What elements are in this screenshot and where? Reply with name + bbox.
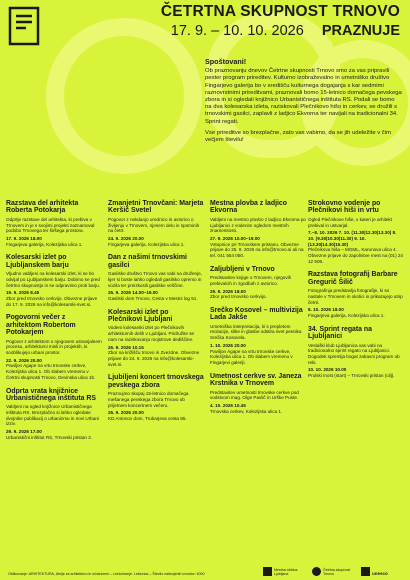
event-datetime: 29. 9. 2026 18.00 — [210, 288, 246, 294]
subtitle: PRAZNUJE — [321, 23, 400, 39]
event-location: Trnovska cerkev, Koleziјska ulica 1. — [210, 408, 283, 414]
event-datetime: 29. 9. 2026 17.00 — [6, 429, 42, 435]
event-column — [6, 200, 102, 448]
event-column — [308, 200, 404, 386]
event-item — [6, 314, 102, 380]
event-location: Fingarjeva galerija, Koleziјska ulica 1. — [6, 241, 83, 247]
event-title: Razstava del arhitekta Roberta Potokarja — [6, 200, 79, 215]
event-location: Urbanistični inštitut RS, Trnovski pristan 2. — [6, 434, 93, 440]
logo-label: unesco — [372, 571, 388, 576]
event-title: Zaljubljeni v Trnovo — [210, 265, 275, 273]
page-title: ČETRTNA SKUPNOST TRNOVO — [160, 3, 400, 20]
event-location: Prulski most (start) – Trnovski pristan (cilj). — [308, 373, 395, 379]
event-description: Pogovor z nekdanjo urednico in avtorico o življenju v Trnovem, njenem delu in spominih na četrt. — [108, 216, 200, 234]
event-location: Zbor pred trnovsko cerkvijo. — [210, 294, 267, 300]
event-description: Gasilsko društvo Trnovo vas vabi na druženje, kjer si boste lahko ogledali gasilsko opremo in vozila ter preizkusili gasilske veščine. — [108, 271, 202, 288]
event-description: Vljudno vabljeni na kolesarski izlet, ki se bo odvijal po Ljubljanskem barju. Dobimo se pred četrtno skupnostjo in se odpravimo proti barju. — [6, 271, 100, 288]
event-title: Odprta vrata knjižnice Urbanističnega inštituta RS — [6, 387, 96, 402]
event-location: Zbor na križišču trnovo in Zvezdne. Obvezne prijave do 24. 9. 2026 na info@kolesarski-svet.si. — [108, 350, 200, 367]
logo — [263, 567, 304, 576]
event-description: Predstavitev knjige o Trnovem, njegovih prebivalcih in zgodbah z avtorico. — [210, 275, 292, 286]
intro-paragraph: Ob praznovanju dnevov Četrtne skupnosti Trnovo smo za vas pripravili pester program prireditev. Kulturno izobraževalno in umetniško društvo Fingarjevo galerija bo v središču kulturnega dogajanja s kar sedmimi raznovrstnimi prireditvami, praznovali bomo 15-letnico domačega pevskega zbora in si ogledali knjižnico Urbanističnega inštituta RS. Podali se bomo na dva kolesarska izleta, raziskovali Plečnikovo hišo in cerkev, se družili s trnovskimi gasilci, zaplavli z ladjico Ekvorna ter navijali na tradicionalni 34. Sprint regati. — [205, 68, 402, 125]
event-description: Ogled Plečnikove hiše, v kateri je arhitekt prebival in ustvarjal. — [308, 216, 393, 228]
decorative-circle — [46, 18, 202, 174]
event-title: Kolesarski izlet po Plečnikovi Ljubljani — [108, 308, 173, 324]
city-logo-icon — [263, 567, 272, 576]
intro-paragraph: Vse prireditve so brezplačne, zato vas vabimo, da se jih udeležite v čim večjem številu! — [205, 129, 391, 144]
dates: 17. 9. – 10. 10. 2026 — [170, 23, 304, 39]
event-title: Razstava fotografij Barbare Gregurič Šilič — [308, 271, 398, 286]
event-location: Vstopnice pri Trnovskem pristanu. Obvezne prijave do 25. 9. 2026 na info@trnovo.si ali na tel. 041 554 050. — [210, 241, 304, 259]
event-location: Gasilski dom Trnovo, Cesta v Mestni log 51. — [108, 295, 198, 301]
event-datetime: 8. 10. 2026 18.00 — [308, 307, 344, 313]
event-item — [108, 200, 204, 247]
event-datetime: 22. 9. 2026 20.00 — [6, 357, 42, 363]
event-item — [308, 326, 404, 379]
event-datetime: 10. 10. 2026 10.00 — [308, 367, 347, 373]
event-description: Vodeni kolesarski izlet po Plečnikovih arhitekturnih delih v Ljubljani. Pridružite se nam na raziskovanju mojstrove dediščine. — [108, 325, 195, 342]
event-description: Predstavitev umetnosti trnovske cerkve pod vodstvom mag. Olge Pavlič in Urške Puste. — [210, 389, 299, 401]
event-description: Veslaški klub Ljubljanica vas vabi na tradicionalno sprint regato na Ljubljanici. Dogodek spremlja bogat zabavni program ob reki. — [308, 342, 400, 365]
district-logo-icon — [312, 567, 321, 576]
event-item — [6, 388, 102, 441]
event-column — [210, 200, 306, 421]
logo-label: Četrtna skupnost Trnovo — [323, 568, 351, 576]
event-title: Zmanjetni Trnovčani: Marjeta Keršič Svetel — [108, 200, 204, 215]
event-title: Ljubiljeni koncert trnovskega pevskega zbora — [108, 374, 204, 389]
event-item — [6, 254, 102, 307]
event-column — [108, 200, 204, 429]
event-datetime: 19. 9. 2026 8.45 — [6, 290, 40, 296]
event-item — [210, 373, 306, 415]
event-location: KD Antonov dom, Trubarjeva cesta 85. — [108, 416, 187, 422]
event-item — [210, 200, 306, 259]
footer-credits: Oblikovanje: ARHITEKTURA, Atelje za arhitekturo in urbanizem – Lektoriranje: Lektorica – Število natisnjenih izvodov: 4000 — [8, 571, 205, 576]
event-description: Vabljeni na ogled knjižnice Urbanističnega inštituta RS. Brezplačno si lahko ogledate dvojnike publikacij o urbanizmu in novi Urbani izziv. — [6, 404, 99, 427]
event-title: Umetnost cerkve sv. Janeza Krstnika v Trnovem — [210, 372, 302, 388]
event-item — [210, 307, 306, 366]
unesco-logo-icon — [361, 567, 370, 576]
event-description: Fotografinja predstavlja fotografije, ki so nastale v Trnovem in okolici in prikazujejo utrip četrti. — [308, 288, 403, 305]
event-datetime: 24. 9. 2026 20.00 — [108, 235, 144, 241]
event-location: Fingarjeva galerija, Koleziјska ulica 1. — [308, 313, 385, 319]
event-location: Pavilјon Agape na vrtu trnovske cerkve, Koleziјska ulica 1. Ob slabem vremenu v Fingarjevi galeriji. — [210, 348, 293, 365]
sponsor-logos — [263, 567, 402, 576]
event-item — [210, 266, 306, 300]
event-description: Odprtje razstave del arhitekta, ki prebiva v Trnovem in je s svojimi projekti zaznamoval podobo Trnovega ter širšega prostora. — [6, 216, 95, 234]
event-item — [308, 271, 404, 318]
event-location: Pavilјon Agape na vrtu trnovske cerkve, Koleziјska ulica 1. Ob slabem vremenu v Četrtni skupnosti Trnovo, Devinska ulica 1b. — [6, 363, 96, 380]
intro-heading: Spoštovani! — [205, 57, 247, 66]
event-title: Kolesarski izlet po Ljubljanskem barju — [6, 254, 69, 269]
event-title: Strokovno vodenje po Plečnikovi hiši in vrtu — [308, 200, 381, 215]
event-description: Umetniška interpretacija, ki s prepletom recitacije, slike in glasbe odstira svet pesnika Srečka Kosovela. — [210, 323, 302, 341]
event-location: Fingarjeva galerija, Koleziјska ulica 1. — [108, 241, 185, 247]
event-item — [108, 254, 204, 301]
event-item — [308, 200, 404, 264]
event-datetime: 25. 9. 2026 14.00–19.00 — [108, 290, 158, 296]
event-item — [108, 309, 204, 368]
event-title: Pogovorni večer z arhitektom Robertom Potokarjem — [6, 314, 76, 337]
logo-label: Mestna občina Ljubljana — [274, 568, 298, 576]
logo — [312, 567, 353, 576]
event-datetime: 26. 9. 2026 10.15 — [108, 344, 144, 350]
event-location: Zbor pred trnovsko cerkvijo. Obvezne prijave do 17. 9. 2026 na info@kolesarski-svet.si. — [6, 295, 98, 307]
event-datetime: 27. 9. 2026 10.00–19.00 — [210, 235, 260, 241]
event-datetime: 17. 9. 2026 18.00 — [6, 235, 42, 241]
event-item — [6, 200, 102, 247]
event-description: Pogovor z arhitektom o njegovem ustvarjalnem procesu, arhitekturni misli in projektih, ki sooblikujejo urbani prostor. — [6, 338, 102, 355]
logo — [361, 567, 402, 576]
event-datetime: 7.–8. 10. 2026 7. 10. (11.30|12.30|13.30) 8. 10. (9.30|10.30|11.30) 9. 10. (13.30|14.30|15.30) — [308, 230, 397, 247]
community-logo-icon — [8, 6, 40, 46]
event-location: Plečnikova hiša – MGML, Karunova ulica 4. Obvezne prijave do zapolnitve mest na (01) 24 12 506. — [308, 247, 403, 264]
event-title: Mestna plovba z ladjico Ekvorna — [210, 200, 287, 215]
event-description: Praznujmo skupaj 15-letnico domačega mešanega pevskega zbora Trnovo ob prijetnem koncertnem večeru. — [108, 391, 189, 408]
event-title: Dan z našimi trnovskimi gasilci — [108, 254, 187, 269]
intro-text — [205, 58, 402, 148]
event-datetime: 4. 10. 2026 10.45 — [210, 402, 246, 408]
event-datetime: 26. 9. 2026 20.00 — [108, 410, 144, 416]
event-title: 34. Sprint regata na Ljubljanici — [308, 325, 372, 341]
event-title: Srečko Kosovel – multivizija Lada Jakše — [210, 306, 303, 322]
event-item — [108, 374, 204, 421]
date-range — [90, 22, 400, 40]
event-description: Vabljeni na mestno plovbo z ladjico Ekvorna po Ljubljanici z vodenim ogledom mestnih znamenitosti. — [210, 216, 306, 234]
event-datetime: 1. 10. 2026 20.00 — [210, 342, 246, 348]
